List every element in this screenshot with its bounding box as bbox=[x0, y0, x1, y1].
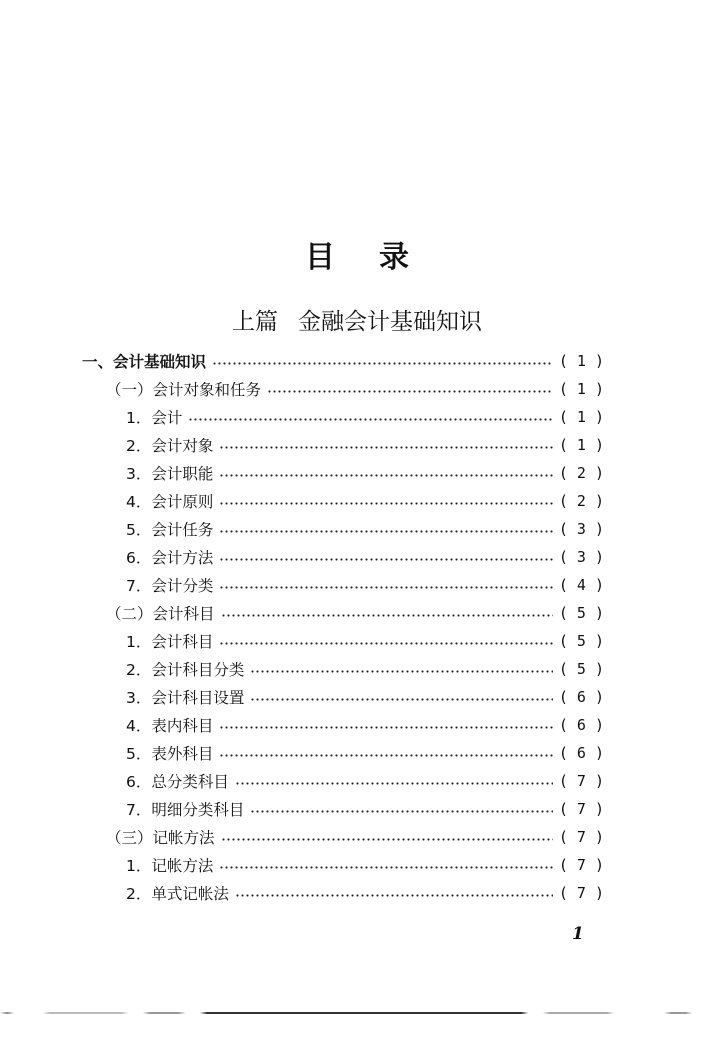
toc-entry-title: 1．会计科目 bbox=[126, 633, 214, 651]
toc-entry-page: ( 6 ) bbox=[558, 744, 604, 762]
toc-entry-page: ( 5 ) bbox=[558, 632, 604, 650]
toc-entry-page: ( 1 ) bbox=[558, 408, 604, 426]
toc-entry-page: ( 2 ) bbox=[558, 464, 604, 482]
dot-leader bbox=[250, 810, 552, 813]
toc-entry-title: 3．会计科目设置 bbox=[126, 689, 245, 707]
toc-entry-page: ( 7 ) bbox=[558, 856, 604, 874]
toc-entry bbox=[82, 879, 604, 907]
toc-entry bbox=[82, 543, 604, 571]
part-label: 上篇 bbox=[232, 309, 278, 335]
toc-entry-title: 7．明细分类科目 bbox=[126, 801, 245, 819]
toc-entry bbox=[82, 823, 604, 851]
toc-entry bbox=[82, 515, 604, 543]
dot-leader bbox=[219, 558, 552, 561]
toc-entry-title: 5．会计任务 bbox=[126, 521, 214, 539]
page-title bbox=[0, 232, 714, 276]
toc-entry-title: 一、会计基础知识 bbox=[82, 353, 207, 371]
toc-entry-title: 4．会计原则 bbox=[126, 493, 214, 511]
dot-leader bbox=[219, 446, 552, 449]
dot-leader bbox=[212, 362, 553, 365]
toc-entry-page: ( 7 ) bbox=[558, 884, 604, 902]
toc-entry-page: ( 1 ) bbox=[558, 380, 604, 398]
dot-leader bbox=[235, 782, 553, 785]
toc-entry bbox=[82, 403, 604, 431]
toc-entry bbox=[82, 347, 604, 375]
dot-leader bbox=[250, 670, 552, 673]
toc-entry-page: ( 1 ) bbox=[558, 352, 604, 370]
dot-leader bbox=[221, 838, 553, 841]
part-name: 金融会计基础知识 bbox=[298, 309, 482, 335]
toc-entry-title: 3．会计职能 bbox=[126, 465, 214, 483]
toc-entry-page: ( 7 ) bbox=[558, 800, 604, 818]
dot-leader bbox=[219, 866, 552, 869]
toc-entry-page: ( 6 ) bbox=[558, 716, 604, 734]
dot-leader bbox=[219, 754, 552, 757]
toc-entry-page: ( 2 ) bbox=[558, 492, 604, 510]
dot-leader bbox=[219, 502, 552, 505]
page-number: 1 bbox=[572, 924, 584, 944]
toc-entry bbox=[82, 571, 604, 599]
toc-entry-title: 1．记帐方法 bbox=[126, 857, 214, 875]
toc-entry-page: ( 7 ) bbox=[558, 828, 604, 846]
dot-leader bbox=[219, 474, 552, 477]
dot-leader bbox=[250, 698, 552, 701]
toc-entry-page: ( 4 ) bbox=[558, 576, 604, 594]
dot-leader bbox=[219, 530, 552, 533]
table-of-contents bbox=[82, 347, 604, 907]
title-char-2: 录 bbox=[379, 240, 409, 276]
bottom-scan-rule bbox=[0, 1012, 714, 1014]
dot-leader bbox=[219, 726, 552, 729]
toc-entry-title: 2．会计科目分类 bbox=[126, 661, 245, 679]
toc-entry bbox=[82, 599, 604, 627]
dot-leader bbox=[267, 390, 553, 393]
toc-entry bbox=[82, 487, 604, 515]
toc-entry bbox=[82, 739, 604, 767]
toc-entry-title: （三）记帐方法 bbox=[106, 829, 215, 847]
toc-entry-page: ( 1 ) bbox=[558, 436, 604, 454]
toc-entry-page: ( 3 ) bbox=[558, 520, 604, 538]
dot-leader bbox=[219, 586, 552, 589]
toc-entry-title: 6．会计方法 bbox=[126, 549, 214, 567]
toc-entry-title: 6．总分类科目 bbox=[126, 773, 229, 791]
toc-entry bbox=[82, 767, 604, 795]
toc-entry-title: （一）会计对象和任务 bbox=[106, 381, 262, 399]
toc-entry bbox=[82, 795, 604, 823]
toc-entry-title: 2．单式记帐法 bbox=[126, 885, 229, 903]
dot-leader bbox=[219, 642, 552, 645]
toc-entry bbox=[82, 683, 604, 711]
toc-entry bbox=[82, 851, 604, 879]
toc-entry-title: （二）会计科目 bbox=[106, 605, 215, 623]
part-heading bbox=[0, 303, 714, 336]
toc-entry-page: ( 5 ) bbox=[558, 604, 604, 622]
title-char-1: 目 bbox=[305, 240, 335, 276]
toc-entry-title: 1．会计 bbox=[126, 409, 183, 427]
toc-entry-page: ( 7 ) bbox=[558, 772, 604, 790]
toc-entry-title: 4．表内科目 bbox=[126, 717, 214, 735]
toc-entry bbox=[82, 459, 604, 487]
toc-entry bbox=[82, 655, 604, 683]
toc-entry bbox=[82, 711, 604, 739]
toc-entry-page: ( 6 ) bbox=[558, 688, 604, 706]
toc-entry-title: 5．表外科目 bbox=[126, 745, 214, 763]
toc-entry bbox=[82, 375, 604, 403]
dot-leader bbox=[235, 894, 553, 897]
toc-entry-title: 2．会计对象 bbox=[126, 437, 214, 455]
toc-entry-page: ( 3 ) bbox=[558, 548, 604, 566]
dot-leader bbox=[221, 614, 553, 617]
toc-entry bbox=[82, 431, 604, 459]
toc-entry-page: ( 5 ) bbox=[558, 660, 604, 678]
toc-entry bbox=[82, 627, 604, 655]
dot-leader bbox=[188, 418, 552, 421]
toc-entry-title: 7．会计分类 bbox=[126, 577, 214, 595]
